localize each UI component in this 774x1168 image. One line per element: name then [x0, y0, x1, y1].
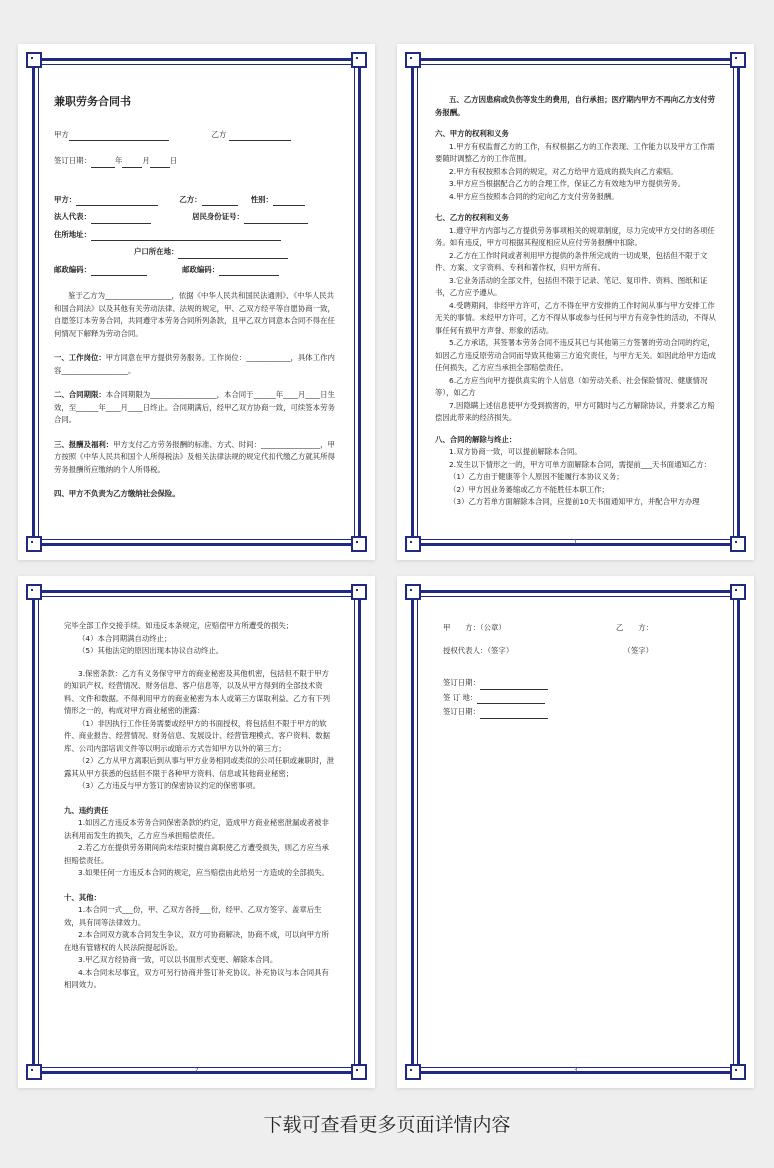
field-hukou: 户口所在地： [134, 247, 179, 256]
sign-date-label: 签订日期： [443, 678, 480, 687]
list-item: 1.遵守甲方内部与乙方提供劳务事项相关的规章制度，尽力完成甲方交付的各项任务。如有违反，甲方可根据其程度相应从应付劳务报酬中扣除。 [435, 225, 715, 247]
continuation-paragraph: 完毕全部工作交接手续。如违反本条规定，应赔偿甲方所遭受的损失； [64, 621, 294, 630]
section-title: 八、合同的解除与终止： [435, 434, 517, 444]
list-item: 1.本合同一式___份，甲、乙双方各持___份，经甲、乙双方签字、盖章后生效，具有同等法律效力。 [64, 905, 322, 927]
corner-ornament [405, 52, 421, 68]
page-number: 3 [573, 1067, 578, 1074]
list-item: 2.若乙方在提供劳务期间尚未结束时擅自离职使乙方遭受损失，则乙方应当承担赔偿责任。 [64, 843, 329, 865]
list-item: 2.乙方在工作时间或者利用甲方提供的条件所完成的一切成果，包括但不限于文件、方案、文字资料、专利和著作权，归甲方所有。 [435, 250, 708, 272]
list-item: 2.甲方有权按照本合同的规定，对乙方给甲方造成的损失向乙方索赔。 [449, 166, 678, 176]
field-gender: 性别： [250, 194, 273, 204]
field-id-number: 居民身份证号： [192, 212, 244, 221]
contract-page-1 [18, 44, 375, 560]
footer-caption: 下载可查看更多页面详情内容 [263, 1114, 511, 1136]
corner-ornament [405, 584, 421, 600]
party-b-label: 乙方 [211, 129, 227, 139]
section-7-items [435, 225, 716, 425]
section-title: 九、违约责任 [64, 805, 109, 815]
section-title: 二、合同期限： [54, 390, 106, 399]
sign-date-label: 签订日期： [54, 156, 91, 165]
authorized-rep-label: 授权代表人：（签字） [443, 645, 514, 655]
intro-paragraph: 鉴于乙方为__________________，依据《中华人民共和国民法通则》、《中华人民共和国合同法》以及其他有关劳动法律、法规的规定，甲、乙双方经平等自愿协商一致，自愿签订本劳务合同，共同遵守本劳务合同所列条款，且甲乙双方同意本合同不得在任何情况下解释为劳动合同。 [54, 291, 335, 338]
party-a-label: 甲方 [54, 129, 69, 139]
field-zip-a: 邮政编码： [54, 264, 91, 274]
field-party-b: 乙方： [179, 194, 202, 204]
list-item: 1.甲方有权监督乙方的工作，有权根据乙方的工作表现、工作能力以及甲方工作需要随时调整乙方的工作范围。 [435, 141, 715, 163]
sign-place-label: 签 订 地： [443, 692, 478, 702]
section-5: 五、乙方因患病或负伤等发生的费用，自行承担；医疗期内甲方不再向乙方支付劳务报酬。 [435, 95, 716, 117]
page-number: 1 [573, 539, 578, 546]
page-number: 2 [194, 1067, 199, 1074]
list-item: （2）乙方从甲方离职后到从事与甲方业务相同或类似的公司任职或兼职时，泄露其从甲方获悉的包括但不限于各种甲方资料、信息或其他商业秘密； [64, 756, 334, 778]
corner-ornament [351, 584, 367, 600]
list-item: 3.甲乙双方经协商一致，可以以书面形式变更、解除本合同。 [78, 955, 278, 964]
termination-items [64, 633, 335, 658]
list-item: （4）本合同期满自动终止； [78, 633, 172, 643]
corner-ornament [351, 52, 367, 68]
list-item: （2）甲方因业务萎缩或乙方不能胜任本职工作； [449, 484, 609, 494]
field-zip-b: 邮政编码： [182, 264, 220, 274]
section-6-items [435, 141, 716, 204]
list-item: （3）乙方违反与甲方签订的保密协议约定的保密事项。 [78, 781, 261, 790]
section-body: 甲方支付乙方劳务报酬的标准、方式、时间：________________，甲方按照《中华人民共和国个人所得税法》及相关法律法规的规定代扣代缴乙方就其所得劳务报酬所应缴纳的个人所得税。 [54, 439, 335, 474]
list-item: 3.甲方应当根据配合乙方的合理工作，保证乙方有效地为甲方提供劳务。 [449, 179, 686, 188]
section-title: 一、工作岗位： [54, 353, 106, 362]
year-label: 年 [114, 156, 123, 165]
list-item: 3.它业务活动的全部文件，包括但不限于记录、笔记、复印件、资料、图纸和证书，乙方应予遵从。 [435, 275, 708, 297]
section-title: 三、报酬及福利： [54, 439, 114, 449]
sign-date-label-2: 签订日期： [443, 707, 480, 716]
list-item: 4.受聘期间，非经甲方许可，乙方不得在甲方安排的工作时间从事与甲方安排工作无关的事情。未经甲方许可，乙方不得从事或参与任何与甲方有竞争性的活动，不得从事任何有损甲方声誉、形象的活动。 [435, 300, 716, 335]
month-label: 月 [142, 156, 150, 165]
section-10-items [64, 904, 335, 992]
section-title: 七、乙方的权利和义务 [435, 213, 509, 222]
field-address: 住所地址： [54, 229, 91, 239]
contract-page-4 [397, 576, 754, 1088]
list-item: 1.双方协商一致，可以提前解除本合同。 [449, 447, 582, 456]
list-item: （1）乙方由于健康等个人原因不能履行本协议义务； [449, 472, 624, 481]
list-item: 2.本合同双方就本合同发生争议，双方可协商解决，协商不成，可以向甲方所在地有管辖权的人民法院提起诉讼。 [64, 930, 329, 952]
list-item: 1.如因乙方违反本劳务合同保密条款的约定，造成甲方商业秘密泄漏或者被非法利用而发生的损失，乙方应当承担赔偿责任。 [64, 818, 329, 840]
list-item: 7.因隐瞒上述信息使甲方受到损害的，甲方可随时与乙方解除协议，并要求乙方赔偿因此带来的经济损失。 [435, 400, 715, 422]
list-item: 2.发生以下情形之一的，甲方可单方面解除本合同，需提前___天书面通知乙方： [449, 459, 712, 469]
field-party-a: 甲方： [54, 194, 77, 204]
field-legal-rep: 法人代表： [54, 212, 91, 221]
confidentiality-items [64, 668, 335, 793]
list-item: （1）非因执行工作任务需要或经甲方的书面授权，将包括但不限于甲方的软件、商业报告、经营情况、财务信息、发展设计、经营管理模式、客户资料、数据库、公司内部培训文件等以明示或暗示方式告知甲方以外的第三方； [64, 718, 331, 753]
list-item: （3）乙方若单方面解除本合同，应提前10天书面通知甲方，并配合甲方办理 [449, 497, 700, 506]
section-body: 甲方同意在甲方提供劳务服务。工作岗位：____________，具体工作内容__________________。 [54, 353, 335, 375]
list-item: 5.乙方承诺，其签署本劳务合同不违反其已与其他第三方签署的劳动合同的约定，如因乙方违反原劳动合同而导致其他第三方追究责任，与甲方无关。如因此给甲方造成任何损失，乙方应当承担全部赔偿责任。 [435, 338, 716, 372]
document-title: 兼职劳务合同书 [54, 95, 131, 108]
corner-ornament [26, 52, 42, 68]
contract-page-2 [397, 44, 754, 560]
list-item: 4.甲方应当按照本合同的约定向乙方支付劳务报酬。 [449, 191, 619, 201]
contract-page-3 [18, 576, 375, 1088]
list-item: （5）其他法定的原因出现本协议自动终止。 [78, 646, 224, 655]
corner-ornament [730, 584, 746, 600]
day-label: 日 [169, 156, 178, 165]
corner-ornament [351, 536, 367, 552]
section-title: 六、甲方的权利和义务 [435, 129, 509, 138]
section-8-items [435, 446, 716, 509]
list-item: 4.本合同未尽事宜，双方可另行协商并签订补充协议。补充协议与本合同具有相同效力。 [64, 967, 329, 989]
signature-label: （签字） [623, 645, 653, 655]
section-title: 十、其他： [64, 892, 101, 902]
list-item: 3.保密条款：乙方有义务保守甲方的商业秘密及其他机密，包括但不限于甲方的知识产权、经营情况、财务信息、客户信息等，以及从甲方得到的全部技术资料、文件和数据。不得利用甲方的商业秘密为本人或第三方谋取利益。乙方有下列情形之一的，构成对甲方商业秘密的泄露： [64, 668, 331, 715]
section-body: 本合同期限为__________________，本合同于______年____月____日生效，至______年____月____日终止。合同期满后，经甲乙双方协商一致，可续签本劳务合同。 [54, 390, 335, 424]
corner-ornament [26, 584, 42, 600]
signature-party-a: 甲 方：（公章） [443, 623, 506, 632]
list-item: 6.乙方应当向甲方提供真实的个人信息（如劳动关系、社会保险情况、健康情况等），如乙方 [435, 375, 708, 397]
corner-ornament [26, 536, 42, 552]
list-item: 3.如果任何一方违反本合同的规定，应当赔偿由此给另一方造成的全部损失。 [78, 868, 329, 877]
corner-ornament [730, 52, 746, 68]
signature-party-b: 乙 方： [616, 623, 653, 632]
section-title: 四、甲方不负责为乙方缴纳社会保险。 [54, 489, 180, 498]
section-9-items [64, 817, 335, 880]
